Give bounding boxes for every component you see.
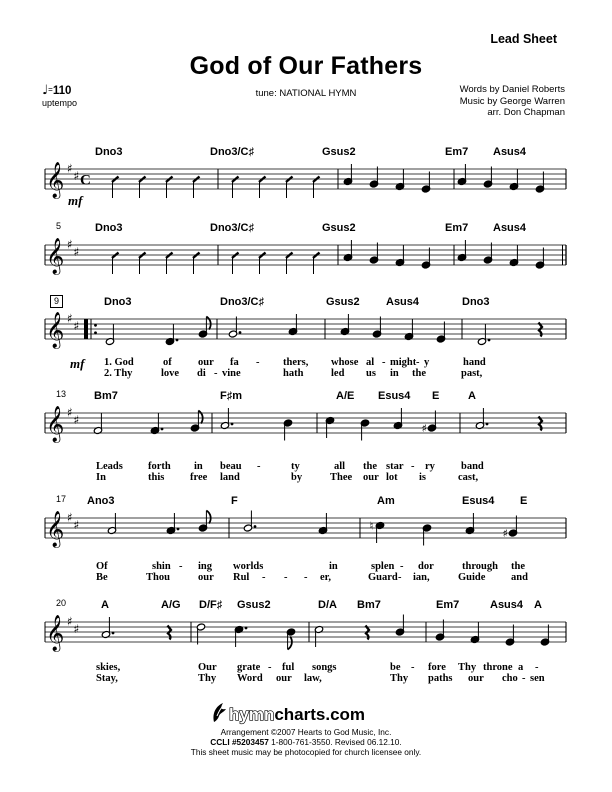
- measure-number: 9: [50, 295, 63, 308]
- lyric-word: of: [163, 357, 172, 368]
- lyric-word: songs: [312, 662, 337, 673]
- system-2-staff: [45, 238, 566, 276]
- chord-label: Gsus2: [326, 296, 360, 308]
- lyric-word: Our: [198, 662, 217, 673]
- accidental: ♮: [369, 519, 374, 533]
- chord-label: Dno3: [95, 146, 123, 158]
- logo-text-charts: charts.com: [274, 705, 366, 724]
- treble-clef-icon: 𝄞: [46, 511, 65, 547]
- lyric-word: star: [386, 461, 404, 472]
- lyric-word: in: [194, 461, 203, 472]
- lyric-word: fa: [230, 357, 239, 368]
- lyric-word: Be: [96, 572, 108, 583]
- lyric-word: -: [522, 673, 526, 684]
- chord-label: Dno3: [462, 296, 490, 308]
- tempo-bpm: 110: [52, 85, 72, 97]
- chord-label: F♯m: [220, 390, 242, 402]
- lyric-word: through: [462, 561, 498, 572]
- lyric-word: forth: [148, 461, 171, 472]
- lyric-word: cho: [502, 673, 518, 684]
- page-title: God of Our Fathers: [189, 52, 423, 80]
- chord-label: Dno3/C♯: [210, 146, 254, 158]
- system-4-staff: [45, 406, 566, 444]
- measure-number: 5: [56, 221, 62, 231]
- lyric-word: is: [419, 472, 427, 483]
- chord-label: Bm7: [94, 390, 118, 402]
- lyric-word: be: [390, 662, 401, 673]
- lyric-word: land: [220, 472, 240, 483]
- lyric-word: this: [148, 472, 165, 483]
- lyric-word: paths: [428, 673, 453, 684]
- lyric-word: In: [96, 472, 106, 483]
- treble-clef-icon: 𝄞: [46, 615, 65, 651]
- lyric-word: -: [400, 561, 404, 572]
- lyric-word: ful: [282, 662, 295, 673]
- lyric-word: -: [284, 572, 288, 583]
- lyric-word: worlds: [233, 561, 264, 572]
- lyric-word: hath: [283, 368, 304, 379]
- measure-number: 13: [56, 389, 67, 399]
- lyric-word: Thy: [198, 673, 217, 684]
- lyric-word: 1. God: [104, 357, 134, 368]
- accidental: ♯: [421, 422, 427, 435]
- logo-text-hymn: hymn: [229, 705, 275, 724]
- lyric-word: al: [366, 357, 375, 368]
- lyric-word: our: [468, 673, 484, 684]
- chord-label: Em7: [436, 599, 460, 611]
- lyric-word: grate: [237, 662, 261, 673]
- lyric-word: -: [382, 357, 386, 368]
- svg-text:hymncharts.com: [229, 705, 365, 724]
- eighth-flag: [206, 317, 210, 330]
- lyric-word: -: [535, 662, 539, 673]
- lyric-word: 2. Thy: [104, 368, 133, 379]
- lyric-word: -: [416, 357, 420, 368]
- augmentation-dot: [245, 627, 248, 630]
- dynamic-mf: mf: [68, 193, 83, 208]
- lyric-word: ing: [198, 561, 213, 572]
- chord-label: Asus4: [493, 146, 527, 158]
- measure-number: 17: [56, 494, 67, 504]
- augmentation-dot: [161, 428, 164, 431]
- eighth-flag: [288, 637, 292, 650]
- chord-label: Asus4: [490, 599, 524, 611]
- chord-label: A: [101, 599, 109, 611]
- lyric-word: us: [366, 368, 376, 379]
- lyric-word: a: [518, 662, 524, 673]
- lyric-word: lot: [386, 472, 398, 483]
- chord-label: Esus4: [462, 495, 495, 507]
- lyric-word: -: [411, 662, 415, 673]
- lyric-word: Rul: [233, 572, 250, 583]
- lyric-word: our: [198, 357, 214, 368]
- measure-number: 20: [56, 598, 67, 608]
- treble-clef-icon: 𝄞: [46, 162, 65, 198]
- lyric-word: and: [511, 572, 528, 583]
- ccli-number: CCLI #5203457: [210, 737, 269, 747]
- tempo-style: uptempo: [42, 98, 78, 108]
- lyric-word: di: [197, 368, 206, 379]
- lyric-word: free: [190, 472, 208, 483]
- key-signature-sharp: ♯: [73, 169, 80, 183]
- key-signature-sharp: ♯: [67, 614, 73, 629]
- lyric-word: ty: [291, 461, 300, 472]
- lyric-word: er,: [320, 572, 331, 583]
- chord-label: Gsus2: [322, 146, 356, 158]
- system-1-staff: [45, 162, 566, 200]
- key-signature-sharp: ♯: [67, 311, 73, 326]
- quarter-rest: [366, 626, 370, 640]
- chord-label: A/G: [161, 599, 181, 611]
- footer-ccli-line: [0, 737, 612, 747]
- lyric-word: Of: [96, 561, 108, 572]
- lyric-word: law,: [304, 673, 322, 684]
- lyric-word: -: [398, 572, 402, 583]
- chord-label: A: [468, 390, 476, 402]
- footer-copyright-line: Arrangement ©2007 Hearts to God Music, Inc.: [220, 727, 392, 737]
- lyric-word: Thou: [146, 572, 170, 583]
- key-signature-sharp: ♯: [73, 518, 80, 532]
- lyric-word: skies,: [96, 662, 121, 673]
- quarter-rest: [168, 626, 172, 640]
- treble-clef-icon: 𝄞: [46, 238, 65, 274]
- lyric-word: -: [179, 561, 183, 572]
- lyric-word: band: [461, 461, 484, 472]
- lyric-word: vine: [222, 368, 241, 379]
- lyric-word: -: [214, 368, 218, 379]
- eighth-flag: [206, 511, 210, 524]
- chord-label: E: [520, 495, 528, 507]
- key-signature-sharp: ♯: [67, 510, 73, 525]
- chord-label: Asus4: [493, 222, 527, 234]
- chord-label: Dno3/C♯: [210, 222, 254, 234]
- sheet-type-label: Lead Sheet: [490, 32, 557, 46]
- treble-clef-icon: 𝄞: [46, 406, 65, 442]
- augmentation-dot: [176, 339, 179, 342]
- lyric-word: in: [329, 561, 338, 572]
- lyric-word: fore: [428, 662, 446, 673]
- lyric-word: -: [304, 572, 308, 583]
- augmentation-dot: [488, 339, 491, 342]
- lyric-word: sen: [530, 673, 545, 684]
- footer-license-line: This sheet music may be photocopied for church licensee only.: [190, 747, 422, 757]
- chord-label: A/E: [336, 390, 355, 402]
- chord-label: Em7: [445, 222, 469, 234]
- dynamic-mf: mf: [70, 356, 85, 371]
- hymncharts-logo: [0, 702, 612, 726]
- key-signature-sharp: ♯: [67, 237, 73, 252]
- augmentation-dot: [231, 423, 234, 426]
- lyric-word: the: [511, 561, 525, 572]
- chord-label: Bm7: [357, 599, 381, 611]
- lyric-word: hand: [463, 357, 486, 368]
- system-6-staff: [45, 615, 566, 653]
- lyric-word: y: [424, 357, 430, 368]
- chord-label: Asus4: [386, 296, 420, 308]
- lyric-word: whose: [331, 357, 359, 368]
- system-5-staff: [45, 511, 566, 549]
- tune-label: tune: NATIONAL HYMN: [255, 88, 357, 99]
- chord-label: D/F♯: [199, 599, 223, 611]
- lyric-word: might: [390, 357, 417, 368]
- augmentation-dot: [239, 331, 242, 334]
- hymncharts-logo-icon: [213, 703, 226, 722]
- credit-words: Words by Daniel Roberts: [459, 84, 565, 95]
- lyric-word: -: [411, 461, 415, 472]
- repeat-dot: [94, 331, 97, 334]
- chord-label: Dno3/C♯: [220, 296, 264, 308]
- ccli-rest: 1-800-761-3550. Revised 06.12.10.: [268, 737, 402, 747]
- lyric-word: dor: [418, 561, 434, 572]
- lyric-word: our: [198, 572, 214, 583]
- lyric-word: Thee: [330, 472, 353, 483]
- lyric-word: Thy: [390, 673, 409, 684]
- repeat-start-thick-bar: [84, 319, 88, 339]
- lyric-word: -: [256, 357, 260, 368]
- chord-label: Esus4: [378, 390, 411, 402]
- lyric-word: all: [334, 461, 346, 472]
- lyric-word: ian,: [413, 572, 430, 583]
- key-signature-sharp: ♯: [73, 413, 80, 427]
- credit-music: Music by George Warren: [459, 95, 565, 107]
- hymncharts-logo-graphic: [211, 702, 401, 726]
- chord-label: Dno3: [95, 222, 123, 234]
- lyric-word: the: [412, 368, 426, 379]
- chord-label: Ano3: [87, 495, 115, 507]
- lyric-word: by: [291, 472, 303, 483]
- augmentation-dot: [254, 525, 257, 528]
- lyric-word: throne: [483, 662, 513, 673]
- lyric-word: ry: [425, 461, 435, 472]
- lyric-word: past,: [461, 368, 483, 379]
- treble-clef-icon: 𝄞: [46, 312, 65, 348]
- lyric-word: our: [276, 673, 292, 684]
- lyric-word: beau: [220, 461, 242, 472]
- chord-label: E: [432, 390, 440, 402]
- chord-label: Gsus2: [237, 599, 271, 611]
- lyric-word: Guard: [368, 572, 398, 583]
- accidental: ♯: [502, 527, 508, 540]
- lyric-word: shin: [152, 561, 171, 572]
- augmentation-dot: [177, 528, 180, 531]
- lyric-word: in: [390, 368, 399, 379]
- lyric-word: thers,: [283, 357, 309, 368]
- key-signature-sharp: ♯: [73, 245, 80, 259]
- chord-label: Em7: [445, 146, 469, 158]
- chord-label: Am: [377, 495, 395, 507]
- augmentation-dot: [486, 423, 489, 426]
- chord-label: D/A: [318, 599, 337, 611]
- chord-label: A: [534, 599, 542, 611]
- system-3-staff: [45, 312, 566, 350]
- lyric-word: Guide: [458, 572, 486, 583]
- augmentation-dot: [112, 632, 115, 635]
- lyric-word: Leads: [96, 461, 123, 472]
- lyric-word: cast,: [458, 472, 479, 483]
- lyric-word: -: [257, 461, 261, 472]
- eighth-flag: [198, 411, 202, 424]
- lyric-word: led: [331, 368, 345, 379]
- lyric-word: Thy: [458, 662, 477, 673]
- lyric-word: love: [161, 368, 180, 379]
- common-time-signature: C: [80, 172, 91, 189]
- key-signature-sharp: ♯: [67, 405, 73, 420]
- key-signature-sharp: ♯: [73, 622, 80, 636]
- credit-arranger: arr. Don Chapman: [487, 107, 565, 118]
- lyric-word: Stay,: [96, 673, 118, 684]
- lyric-word: splen: [371, 561, 395, 572]
- key-signature-sharp: ♯: [67, 161, 73, 176]
- lyric-word: -: [262, 572, 266, 583]
- lyric-word: -: [268, 662, 272, 673]
- chord-label: F: [231, 495, 238, 507]
- repeat-dot: [94, 324, 97, 327]
- chord-label: Dno3: [104, 296, 132, 308]
- tempo-equals: =: [48, 85, 53, 94]
- lyric-word: our: [363, 472, 379, 483]
- chord-label: Gsus2: [322, 222, 356, 234]
- lyric-word: Word: [237, 673, 263, 684]
- quarter-note-icon: ♩: [42, 83, 49, 98]
- key-signature-sharp: ♯: [73, 319, 80, 333]
- lyric-word: the: [363, 461, 377, 472]
